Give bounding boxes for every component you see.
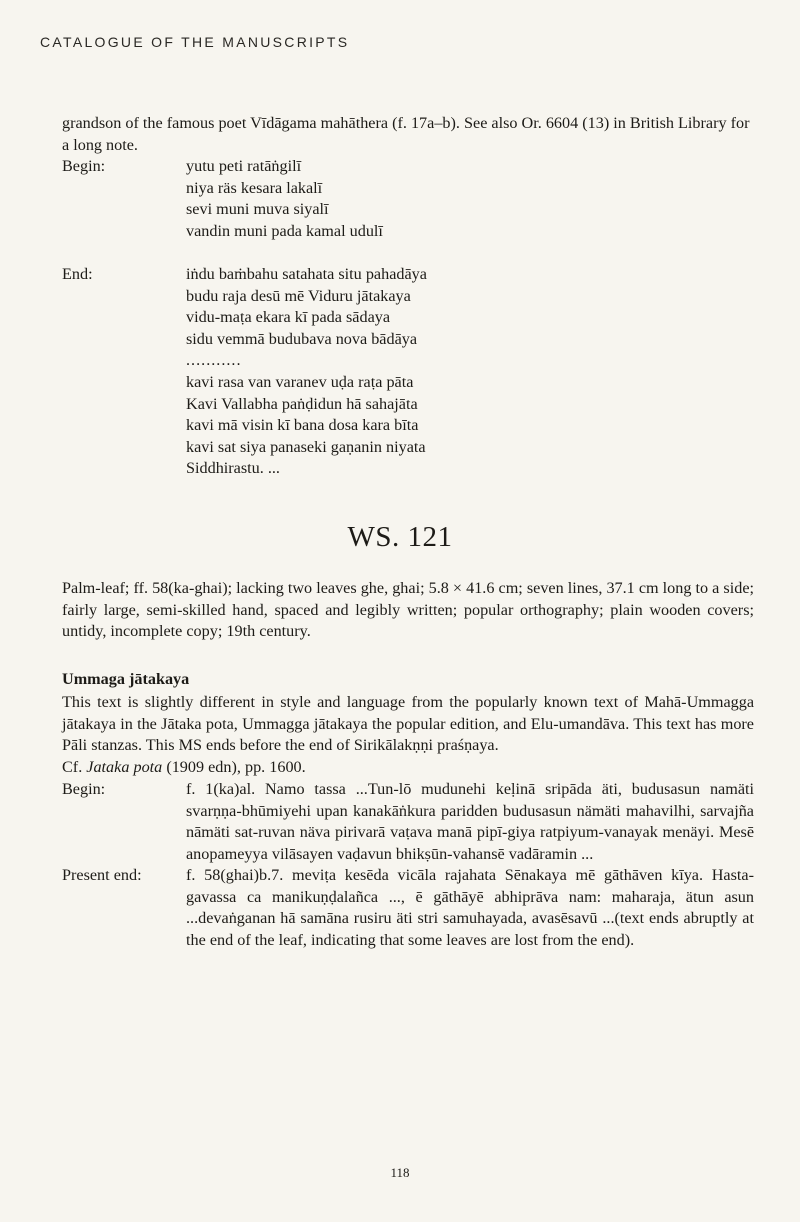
cf-reference: [62, 757, 754, 779]
intro-paragraph: grandson of the famous poet Vīdāgama mahāthera (f. 17a–b). See also Or. 6604 (13) in British Library for a long note.: [62, 114, 750, 154]
page-number: 118: [390, 1165, 410, 1180]
section-paragraph: This text is slightly different in style and language from the popularly known text of Mahā-Ummagga jātakaya in the Jātaka pota, Ummagga jātakaya the popular edition, and Elu-umandāva. This text has more Pāli stanzas. This MS ends before the end of Sirikālakṇṇi praśṇaya.: [62, 693, 754, 755]
ws121-end-entry: [62, 865, 754, 951]
begin-label: Begin:: [62, 157, 106, 175]
manuscript-description: Palm-leaf; ff. 58(ka-ghai); lacking two leaves ghe, ghai; 5.8 × 41.6 cm; seven lines, 37.1 cm long to a side; fairly large, semi-skilled hand, spaced and legibly written; popular orthography; plain wooden covers; untidy, incomplete copy; 19th century.: [62, 579, 754, 641]
cf-title: Jataka pota: [86, 758, 163, 776]
ws121-begin-entry: [62, 779, 754, 865]
verse-line: budu raja desū mē Viduru jātakaya: [186, 286, 411, 305]
verse-line: sidu vemmā budubava nova bādāya: [186, 329, 418, 348]
ws120-begin-block: [62, 156, 762, 242]
present-end-text: f. 58(ghai)b.7. meviṭa kesēda vicāla rajahata Sēnakaya mē gāthāven kīya. Hasta-gavassa ca manikuṇḍalañca ..., ē gāthāyē abhiprāva nam: maharaja, ätun asun ...devaṅganan hā samāna rusiru äti stri samuhayada, avasēsavū ...(text ends abruptly at the end of the leaf, indicating that some leaves are lost from the end).: [186, 866, 754, 949]
verse-line: kavi rasa van varanev uḍa raṭa pāta: [186, 372, 414, 391]
present-end-label: Present end:: [62, 866, 142, 884]
verse-line: vidu-maṭa ekara kī pada sādaya: [186, 308, 391, 327]
end-verse-lines: [186, 264, 762, 480]
verse-line: kavi sat siya panaseki gaṇanin niyata: [186, 437, 426, 456]
ws120-end-block: [62, 264, 762, 480]
begin-label: Begin:: [62, 780, 106, 798]
verse-line: yutu peti ratāṅgilī: [186, 157, 302, 175]
section-title: Ummaga jātakaya: [62, 670, 190, 688]
verse-line: Siddhirastu. ...: [186, 459, 280, 478]
verse-line: iṅdu baṁbahu satahata situ pahadāya: [186, 265, 427, 283]
end-label: End:: [62, 265, 93, 283]
manuscript-heading: WS. 121: [347, 521, 453, 553]
verse-line: sevi muni muva siyalī: [186, 200, 329, 219]
verse-line: vandin muni pada kamal udulī: [186, 221, 383, 240]
verse-line: niya räs kesara lakalī: [186, 178, 323, 197]
cf-prefix: Cf.: [62, 758, 83, 776]
begin-verse-lines: [186, 156, 762, 242]
cf-suffix: (1909 edn), pp. 1600.: [166, 758, 306, 776]
ellipsis-line: ...........: [186, 351, 242, 370]
verse-line: kavi mā visin kī bana dosa kara bīta: [186, 416, 419, 435]
begin-text: f. 1(ka)al. Namo tassa ...Tun-lō mudunehi keḷinā sripāda äti, budusasun namäti svarṇṇa-bhūmiyehi upan kanakāṅkura paridden budusasun nämäti mahavilhi, sarvajña nāmäti sat-ruvan näva pirivarā vaṭava manā pipī-giya ratpiyum-vanayak menäyi. Mesē anopameyya vilāsayen vaḍavun bhikṣūn-vahansē vadāramin ...: [186, 780, 754, 863]
running-head: CATALOGUE OF THE MANUSCRIPTS: [40, 34, 350, 50]
verse-line: Kavi Vallabha paṅḍidun hā sahajāta: [186, 394, 418, 413]
